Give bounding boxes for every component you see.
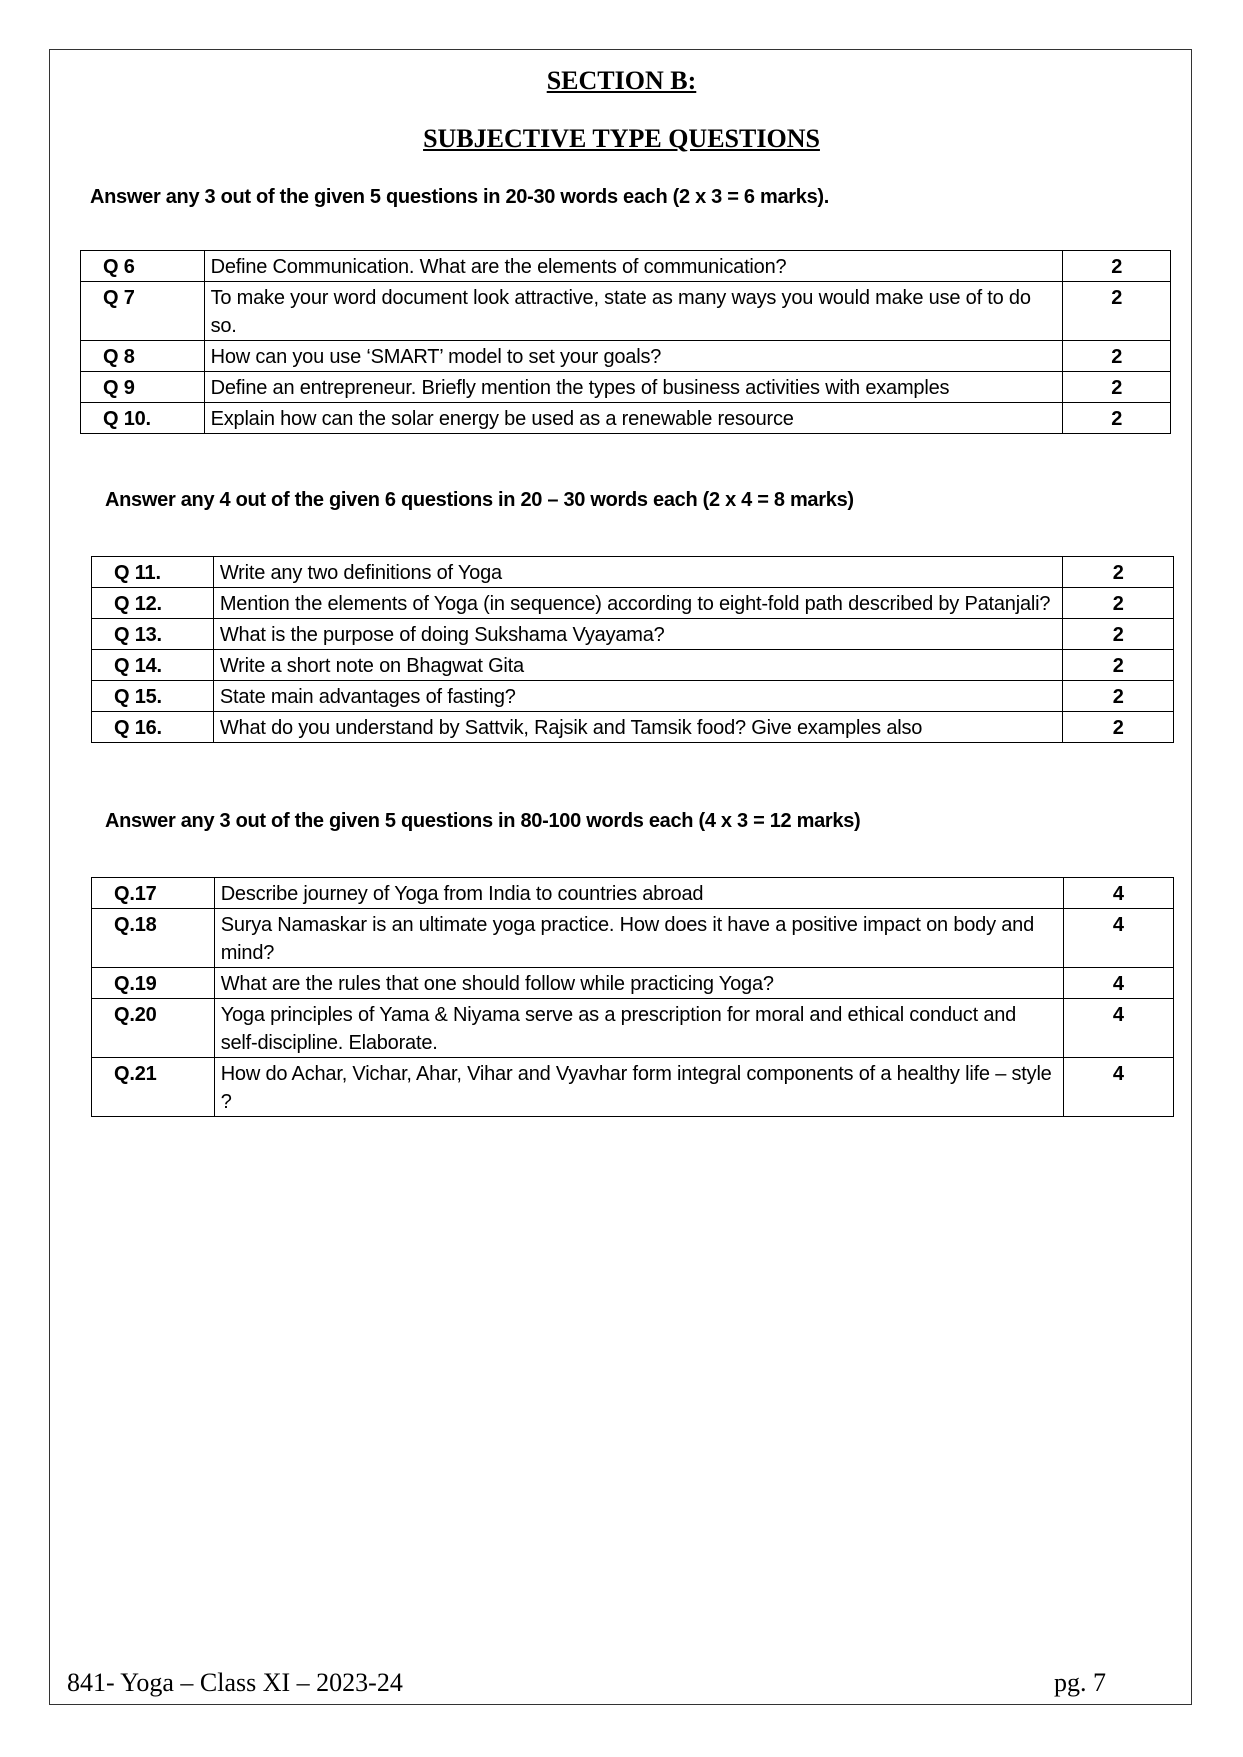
question-row — [92, 878, 1174, 909]
question-number: Q.21 — [92, 1058, 215, 1117]
question-row — [81, 403, 1171, 434]
question-marks: 2 — [1063, 681, 1174, 712]
question-number: Q.17 — [92, 878, 215, 909]
section-subtitle: SUBJECTIVE TYPE QUESTIONS — [423, 124, 820, 153]
question-text: State main advantages of fasting? — [213, 681, 1063, 712]
question-row — [81, 372, 1171, 403]
question-number: Q 12. — [92, 588, 214, 619]
question-row — [81, 341, 1171, 372]
question-marks: 2 — [1063, 712, 1174, 743]
questions-table-3 — [91, 877, 1174, 1117]
question-marks: 2 — [1063, 372, 1171, 403]
footer-page-number: pg. 7 — [1054, 1668, 1106, 1697]
question-marks: 4 — [1063, 1058, 1173, 1117]
question-number: Q 7 — [81, 282, 205, 341]
question-marks: 4 — [1063, 968, 1173, 999]
group-1-instruction: Answer any 3 out of the given 5 questions in 20-30 words each (2 x 3 = 6 marks). — [90, 186, 830, 208]
question-number: Q 9 — [81, 372, 205, 403]
question-number: Q.19 — [92, 968, 215, 999]
question-number: Q 16. — [92, 712, 214, 743]
questions-table-1 — [80, 250, 1171, 434]
question-text: Surya Namaskar is an ultimate yoga practice. How does it have a positive impact on body and mind? — [214, 909, 1063, 968]
footer-course: 841- Yoga – Class XI – 2023-24 — [67, 1668, 403, 1697]
question-text: Write a short note on Bhagwat Gita — [213, 650, 1063, 681]
group-3-instruction: Answer any 3 out of the given 5 questions in 80-100 words each (4 x 3 = 12 marks) — [105, 810, 861, 832]
question-row — [92, 619, 1174, 650]
question-row — [92, 712, 1174, 743]
question-text: Yoga principles of Yama & Niyama serve as a prescription for moral and ethical conduct and self-discipline. Elaborate. — [214, 999, 1063, 1058]
question-row — [92, 909, 1174, 968]
question-row — [92, 999, 1174, 1058]
question-row — [92, 650, 1174, 681]
question-marks: 2 — [1063, 650, 1174, 681]
question-marks: 2 — [1063, 403, 1171, 434]
question-marks: 2 — [1063, 251, 1171, 282]
section-title: SECTION B: — [546, 66, 697, 95]
question-text: What do you understand by Sattvik, Rajsik and Tamsik food? Give examples also — [213, 712, 1063, 743]
question-marks: 2 — [1063, 557, 1174, 588]
question-row — [92, 1058, 1174, 1117]
question-number: Q 14. — [92, 650, 214, 681]
question-number: Q 13. — [92, 619, 214, 650]
question-marks: 4 — [1063, 878, 1173, 909]
question-text: What are the rules that one should follow while practicing Yoga? — [214, 968, 1063, 999]
group-2-instruction: Answer any 4 out of the given 6 questions in 20 – 30 words each (2 x 4 = 8 marks) — [105, 489, 854, 511]
question-text: Define an entrepreneur. Briefly mention the types of business activities with examples — [204, 372, 1063, 403]
question-number: Q.18 — [92, 909, 215, 968]
question-text: Describe journey of Yoga from India to countries abroad — [214, 878, 1063, 909]
question-number: Q 6 — [81, 251, 205, 282]
question-row — [81, 251, 1171, 282]
question-text: To make your word document look attractive, state as many ways you would make use of to do so. — [204, 282, 1063, 341]
question-text: What is the purpose of doing Sukshama Vyayama? — [213, 619, 1063, 650]
question-marks: 2 — [1063, 341, 1171, 372]
question-text: Define Communication. What are the elements of communication? — [204, 251, 1063, 282]
question-number: Q 8 — [81, 341, 205, 372]
question-text: Explain how can the solar energy be used as a renewable resource — [204, 403, 1063, 434]
question-row — [92, 588, 1174, 619]
question-marks: 2 — [1063, 282, 1171, 341]
question-marks: 2 — [1063, 588, 1174, 619]
question-marks: 2 — [1063, 619, 1174, 650]
question-text: Mention the elements of Yoga (in sequence) according to eight-fold path described by Patanjali? — [213, 588, 1063, 619]
question-text: Write any two definitions of Yoga — [213, 557, 1063, 588]
question-row — [92, 968, 1174, 999]
question-number: Q 10. — [81, 403, 205, 434]
questions-table-2 — [91, 556, 1174, 743]
question-text: How can you use ‘SMART’ model to set your goals? — [204, 341, 1063, 372]
question-number: Q.20 — [92, 999, 215, 1058]
question-row — [92, 681, 1174, 712]
question-marks: 4 — [1063, 909, 1173, 968]
question-row — [92, 557, 1174, 588]
question-row — [81, 282, 1171, 341]
question-text: How do Achar, Vichar, Ahar, Vihar and Vyavhar form integral components of a healthy life – style ? — [214, 1058, 1063, 1117]
question-number: Q 15. — [92, 681, 214, 712]
question-marks: 4 — [1063, 999, 1173, 1058]
question-number: Q 11. — [92, 557, 214, 588]
